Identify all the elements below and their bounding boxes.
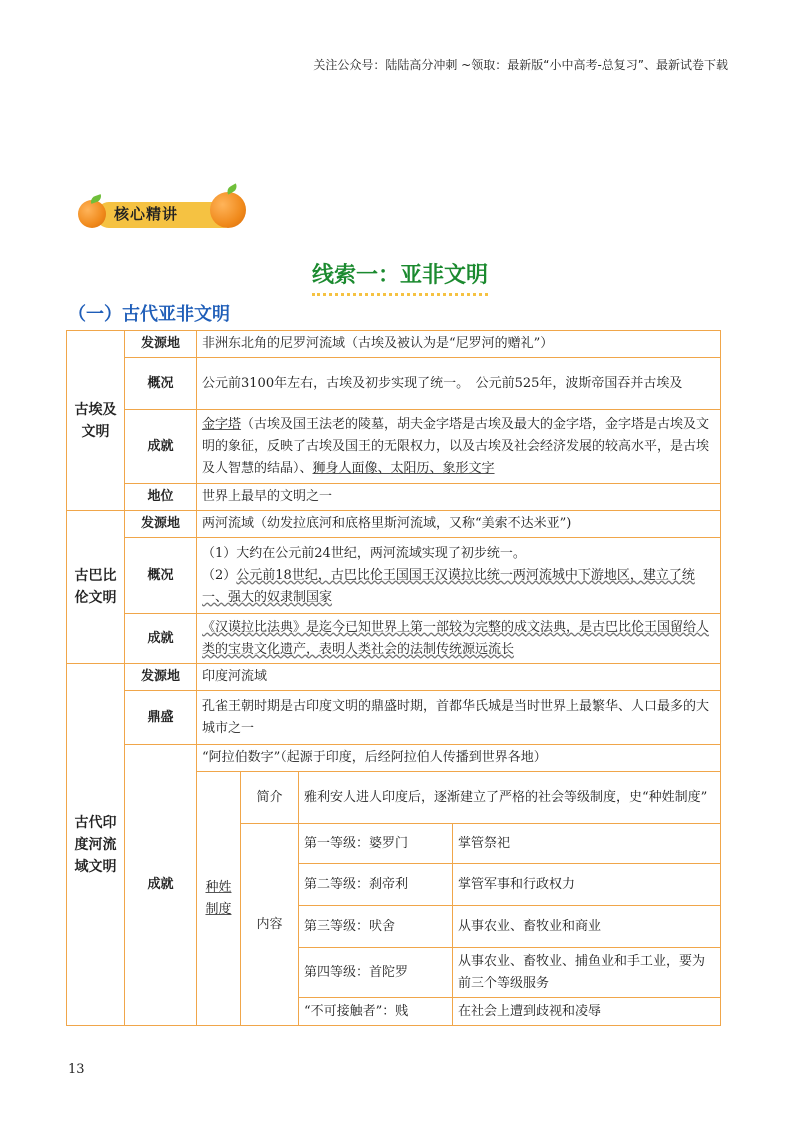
india-numerals: “阿拉伯数字”（起源于印度，后经阿拉伯人传播到世界各地） — [197, 745, 721, 772]
caste-level: 第二等级：刹帝利 — [299, 864, 453, 906]
row-label: 成就 — [125, 614, 197, 664]
row-label: 发源地 — [125, 664, 197, 691]
india-origin: 印度河流域 — [197, 664, 721, 691]
table-row — [67, 410, 721, 484]
row-label: 发源地 — [125, 511, 197, 538]
row-label: 发源地 — [125, 331, 197, 358]
caste-intro: 雅利安人进人印度后，逐渐建立了严格的社会等级制度，史“种姓制度” — [299, 772, 721, 824]
egypt-overview: 公元前3100年左右，古埃及初步实现了统一。 公元前525年，波斯帝国吞并古埃及 — [197, 358, 721, 410]
table-row — [67, 745, 721, 772]
page-number: 13 — [68, 1062, 85, 1077]
india-peak: 孔雀王朝时期是古印度文明的鼎盛时期，首都华氏城是当时世界上最繁华、人口最多的大城市之一 — [197, 691, 721, 745]
caste-duty: 从事农业、畜牧业、捕鱼业和手工业，要为前三个等级服务 — [453, 948, 721, 998]
main-title: 线索一：亚非文明 — [0, 258, 800, 296]
babylon-overview: （1）大约在公元前24世纪，两河流域实现了初步统一。 （2）公元前18世纪，古巴比伦王国国王汉谟拉比统一两河流城中下游地区，建立了统一、强大的奴隶制国家 — [197, 538, 721, 614]
table-row — [67, 358, 721, 410]
caste-level: “不可接触者”：贱 — [299, 998, 453, 1026]
egypt-status: 世界上最早的文明之一 — [197, 484, 721, 511]
caste-label: 种姓制度 — [197, 772, 241, 1026]
table-row — [67, 691, 721, 745]
caste-level: 第三等级：吠舍 — [299, 906, 453, 948]
intro-label: 简介 — [241, 772, 299, 824]
caste-level: 第四等级：首陀罗 — [299, 948, 453, 998]
core-badge — [78, 186, 248, 242]
badge-text: 核心精讲 — [114, 205, 179, 223]
caste-duty: 掌管祭祀 — [453, 824, 721, 864]
section-title: （一）古代亚非文明 — [68, 304, 230, 325]
caste-duty: 掌管军事和行政权力 — [453, 864, 721, 906]
row-label: 概况 — [125, 538, 197, 614]
caste-duty: 从事农业、畜牧业和商业 — [453, 906, 721, 948]
orange-icon — [78, 200, 106, 228]
row-label: 概况 — [125, 358, 197, 410]
table-row — [67, 538, 721, 614]
row-label: 成就 — [125, 410, 197, 484]
orange-icon — [210, 192, 246, 228]
table-row — [67, 664, 721, 691]
row-label: 成就 — [125, 745, 197, 1026]
table-row — [67, 511, 721, 538]
civilization-table — [66, 330, 721, 1026]
caste-duty: 在社会上遭到歧视和凌辱 — [453, 998, 721, 1026]
table-row — [67, 614, 721, 664]
egypt-origin: 非洲东北角的尼罗河流域（古埃及被认为是“尼罗河的赠礼”） — [197, 331, 721, 358]
civ-name-india: 古代印度河流域文明 — [67, 664, 125, 1026]
civ-name-egypt: 古埃及文明 — [67, 331, 125, 511]
row-label: 鼎盛 — [125, 691, 197, 745]
table-row — [67, 484, 721, 511]
babylon-achievement: 《汉谟拉比法典》是迄今已知世界上第一部较为完整的成文法典，是古巴比伦王国留给人类的宝贵文化遗产，表明人类社会的法制传统源远流长 — [197, 614, 721, 664]
egypt-achievement: 金字塔（古埃及国王法老的陵墓，胡夫金字塔是古埃及最大的金字塔，金字塔是古埃及文明的象征，反映了古埃及国王的无限权力，以及古埃及社会经济发展的较高水平，是古埃及人智慧的结晶）、狮身人面像、太阳历、象形文字 — [197, 410, 721, 484]
row-label: 地位 — [125, 484, 197, 511]
table-row — [67, 331, 721, 358]
content-label: 内容 — [241, 824, 299, 1026]
caste-level: 第一等级：婆罗门 — [299, 824, 453, 864]
babylon-origin: 两河流域（幼发拉底河和底格里斯河流域，又称“美索不达米亚”) — [197, 511, 721, 538]
header-note: 关注公众号：陆陆高分冲刺 ~领取：最新版“小中高考-总复习”、最新试卷下载 — [313, 58, 728, 72]
civ-name-babylon: 古巴比伦文明 — [67, 511, 125, 664]
